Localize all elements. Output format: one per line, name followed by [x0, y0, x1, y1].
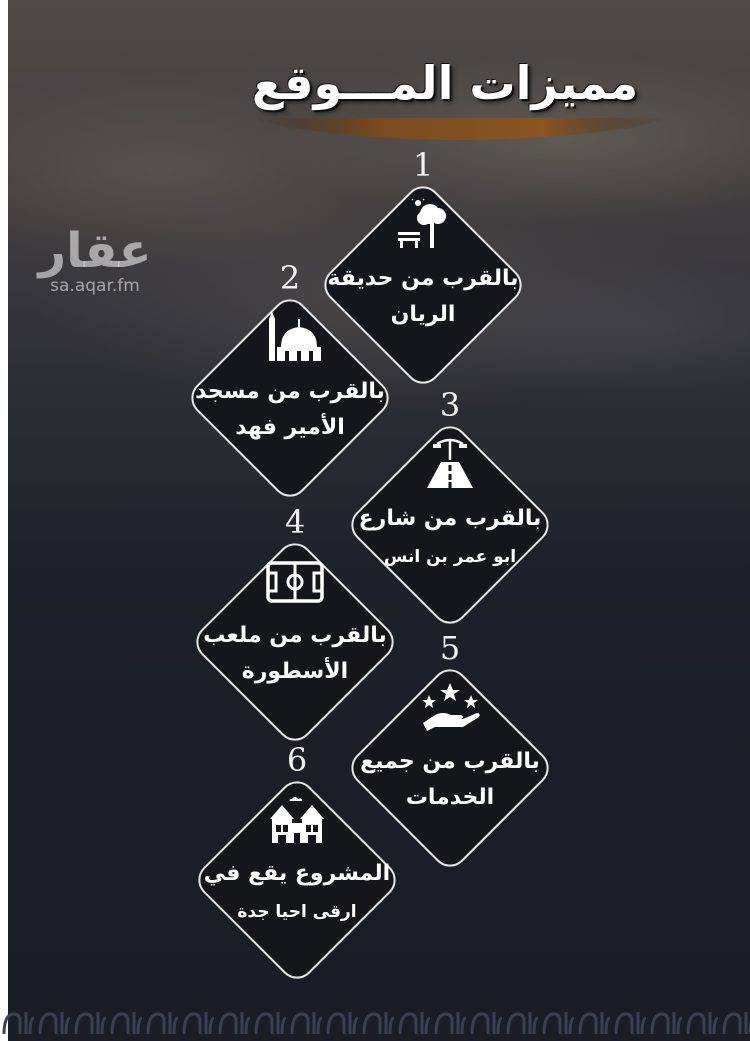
feature-subtitle: ابو عمر بن انس — [383, 547, 517, 567]
feature-subtitle: الأمير فهد — [235, 415, 345, 440]
feature-title: المشروع يقع في — [203, 861, 391, 886]
feature-number: 1 — [412, 146, 434, 184]
feature-number: 5 — [439, 629, 461, 667]
feature-title: بالقرب من شارع — [358, 506, 542, 531]
feature-6 — [192, 741, 402, 985]
mosque-icon — [255, 311, 325, 363]
feature-number: 2 — [279, 259, 301, 297]
feature-subtitle: الريان — [390, 302, 456, 327]
left-border — [0, 0, 8, 1041]
title-ribbon — [250, 118, 670, 142]
feature-title: بالقرب من حديقة — [327, 266, 519, 291]
feature-subtitle: ارقى احيا جدة — [237, 902, 357, 922]
feature-title: بالقرب من ملعب — [203, 623, 387, 648]
watermark-logo: عقار — [38, 223, 152, 279]
road-streetlight-icon — [415, 438, 485, 490]
football-pitch-icon — [260, 555, 330, 607]
watermark — [30, 225, 160, 295]
houses-icon — [262, 793, 332, 845]
bottom-pattern — [0, 1008, 750, 1038]
feature-title: بالقرب من مسجد — [195, 379, 385, 404]
feature-number: 6 — [286, 741, 308, 779]
feature-subtitle: الأسطورة — [241, 659, 349, 684]
title-container — [215, 48, 675, 118]
hand-stars-icon — [415, 681, 485, 733]
feature-number: 3 — [439, 386, 461, 424]
watermark-url: sa.aqar.fm — [50, 276, 140, 296]
park-bench-tree-icon — [388, 198, 458, 250]
feature-number: 4 — [284, 503, 306, 541]
feature-title: بالقرب من جميع — [360, 749, 540, 774]
page-title: مميزات المـــوقع — [251, 56, 639, 110]
feature-subtitle: الخدمات — [405, 785, 495, 810]
